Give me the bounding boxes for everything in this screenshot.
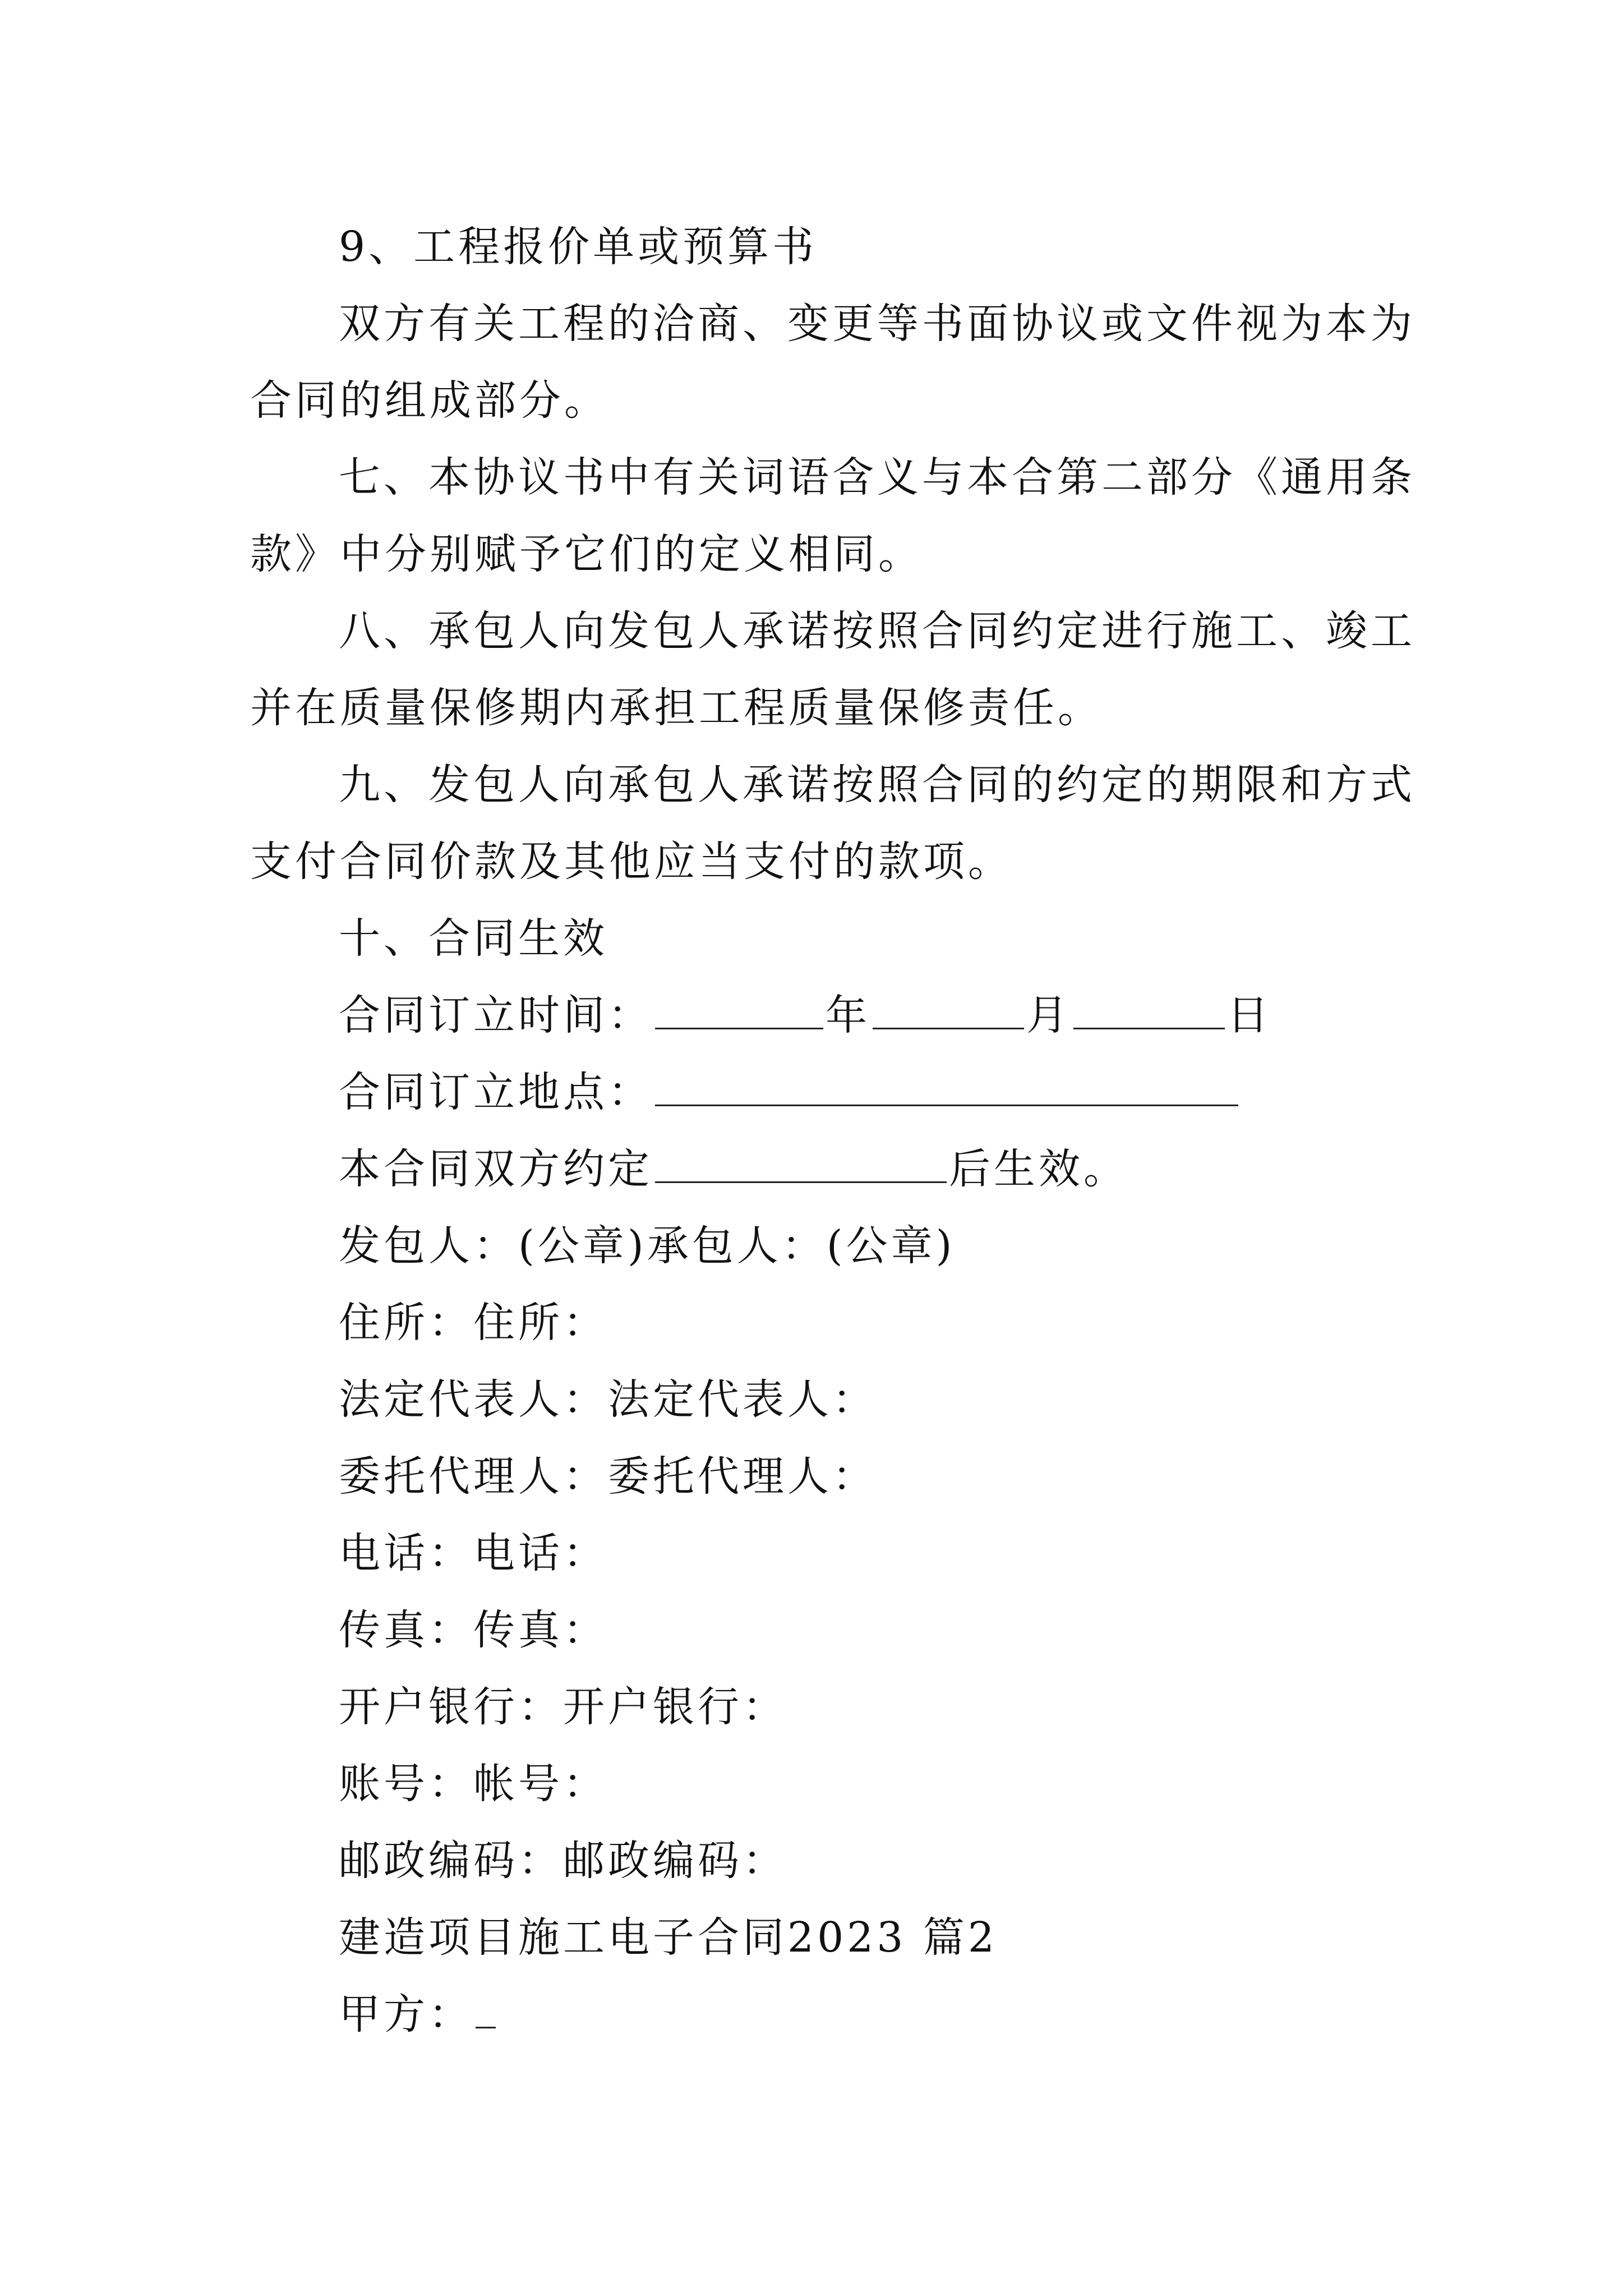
party-line: 发包人：(公章)承包人：(公章) [339, 1222, 956, 1270]
signing-time-line [250, 977, 1377, 1054]
party-line: 账号：帐号： [339, 1760, 608, 1808]
party-line: 电话：电话： [339, 1529, 608, 1577]
month-label: 月 [1026, 991, 1071, 1039]
paragraph-line: 八、承包人向发包人承诺按照合同约定进行施工、竣工 [339, 607, 1415, 655]
party-a-label: 甲方： [339, 1990, 473, 2039]
paragraph-line: 并在质量保修期内承担工程质量保修责任。 [250, 684, 1103, 732]
paragraph-line: 合同的组成部分。 [250, 376, 609, 425]
party-line: 传真：传真： [339, 1606, 608, 1654]
place-blank [655, 1060, 1238, 1106]
paragraph-line: 9、工程报价单或预算书 [339, 223, 818, 271]
day-label: 日 [1227, 991, 1272, 1039]
effective-blank [655, 1137, 947, 1183]
paragraph-line: 款》中分别赋予它们的定义相同。 [250, 530, 923, 578]
paragraph-line: 支付合同价款及其他应当支付的款项。 [250, 838, 1013, 886]
document-body [250, 209, 1415, 2053]
month-blank [873, 983, 1024, 1029]
party-a-line [250, 1976, 1377, 2053]
day-blank [1073, 983, 1225, 1029]
document-title: 建造项目施工电子合同2023 篇2 [339, 1913, 998, 1962]
effective-line [250, 1131, 1377, 1208]
paragraph-line: 七、本协议书中有关词语含义与本合第二部分《通用条 [339, 453, 1415, 501]
party-line: 委托代理人：委托代理人： [339, 1452, 877, 1501]
year-label: 年 [826, 991, 870, 1039]
signing-place-label: 合同订立地点： [339, 1068, 653, 1116]
party-line: 住所：住所： [339, 1299, 608, 1347]
signing-time-label: 合同订立时间： [339, 991, 653, 1039]
effective-prefix: 本合同双方约定 [339, 1145, 653, 1193]
party-line: 开户银行：开户银行： [339, 1683, 787, 1731]
year-blank [655, 983, 823, 1029]
party-line: 法定代表人：法定代表人： [339, 1375, 877, 1424]
paragraph-line: 双方有关工程的洽商、变更等书面协议或文件视为本为 [339, 300, 1415, 348]
party-line: 邮政编码：邮政编码： [339, 1837, 787, 1885]
effective-suffix: 后生效。 [949, 1145, 1128, 1193]
paragraph-line: 九、发包人向承包人承诺按照合同的约定的期限和方式 [339, 761, 1415, 809]
signing-place-line [250, 1054, 1377, 1131]
party-a-blank [476, 1982, 496, 2028]
section-heading: 十、合同生效 [339, 914, 608, 963]
